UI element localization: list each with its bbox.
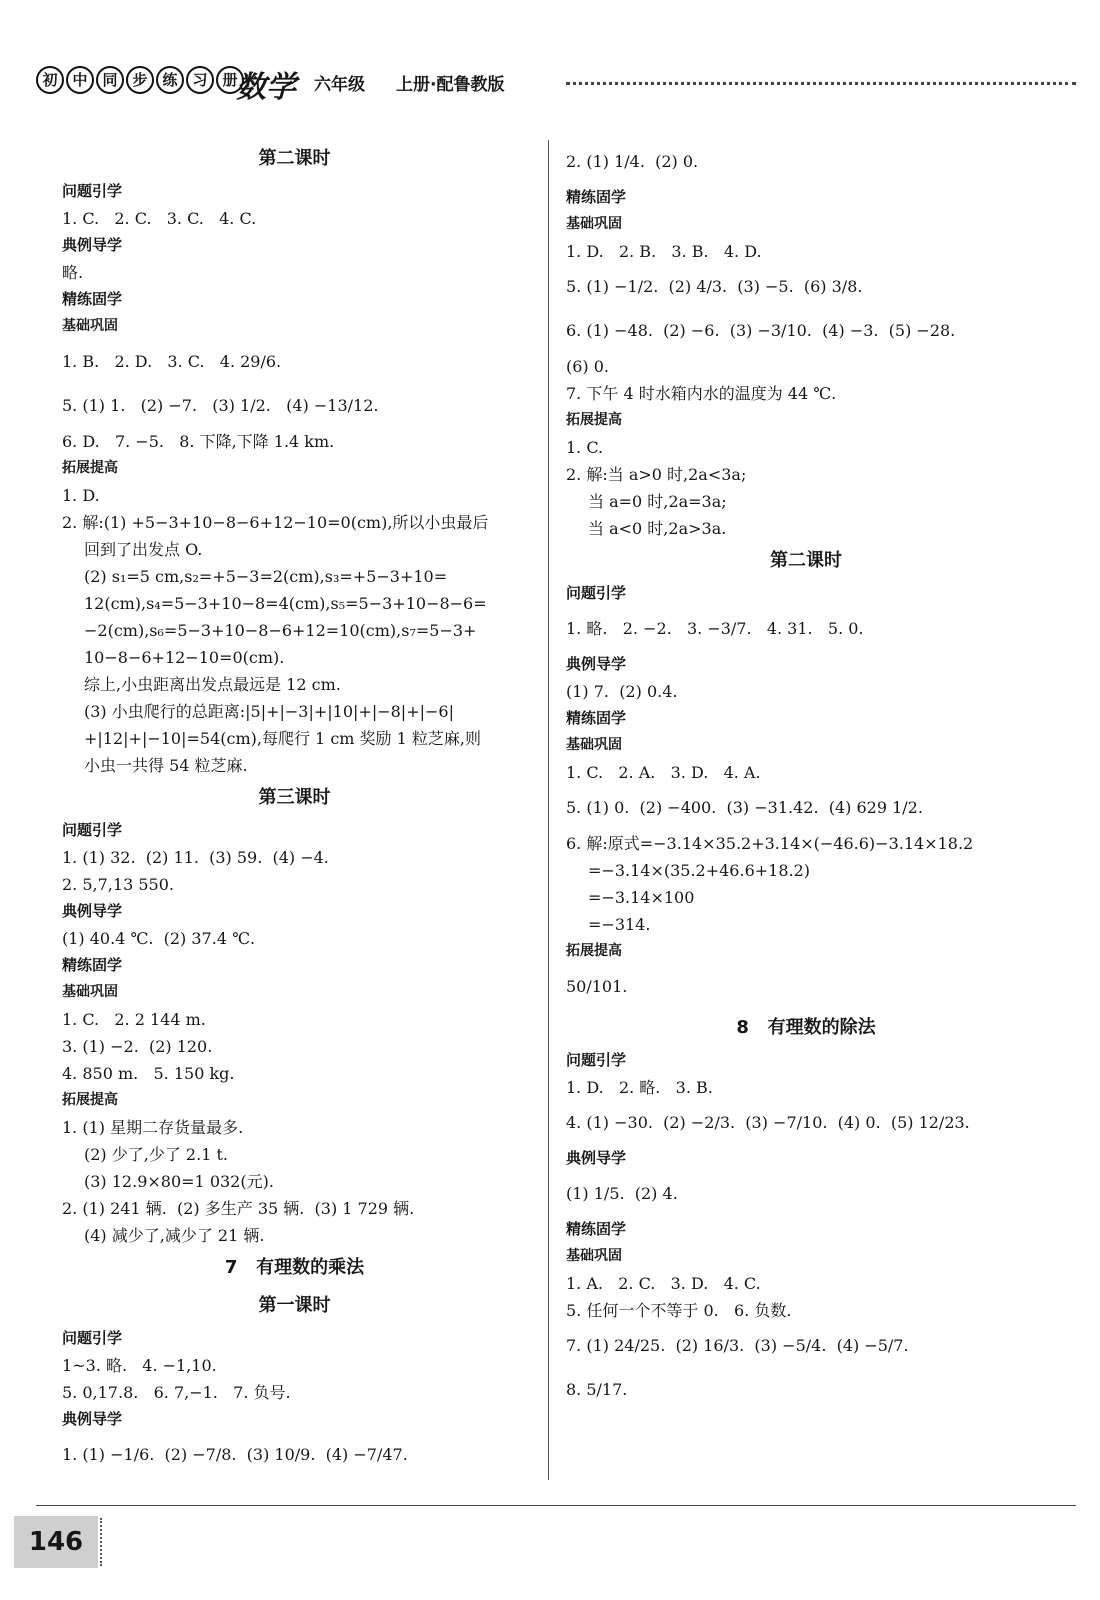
answer-line: 4. 850 m. 5. 150 kg.: [62, 1064, 235, 1083]
page-header: [36, 64, 1076, 108]
answer-line: 1. 略. 2. −2. 3. −3/7. 4. 31. 5. 0.: [566, 619, 864, 638]
answer-line: (2) s₁=5 cm,s₂=+5−3=2(cm),s₃=+5−3+10=: [84, 567, 448, 586]
subsection-label: 拓展提高: [566, 412, 622, 428]
answer-line: 1. (1) 32. (2) 11. (3) 59. (4) −4.: [62, 848, 329, 867]
logo-char: 习: [186, 66, 214, 94]
subsection-label: 精练固学: [566, 1220, 627, 1238]
subsection-label: 典例导学: [566, 655, 627, 673]
subsection-label: 问题引学: [566, 1051, 627, 1069]
answer-line: 5. (1) −1/2. (2) 4/3. (3) −5. (6) 3/8.: [566, 277, 863, 296]
header-dotted-rule: [566, 82, 1076, 85]
subsection-label: 问题引学: [62, 182, 123, 200]
answer-line: (4) 减少了,减少了 21 辆.: [84, 1226, 265, 1245]
answer-line: (1) 7. (2) 0.4.: [566, 682, 678, 701]
logo-char: 中: [66, 66, 94, 94]
answer-line: 1. (1) 星期二存货量最多.: [62, 1118, 244, 1137]
subsection-label: 基础巩固: [566, 216, 622, 232]
column-divider: [548, 140, 549, 1480]
subsection-label: 典例导学: [62, 902, 123, 920]
answer-line: 1. D. 2. 略. 3. B.: [566, 1078, 713, 1097]
subsection-label: 问题引学: [62, 821, 123, 839]
answer-line: 10−8−6+12−10=0(cm).: [84, 648, 285, 667]
logo-char: 初: [36, 66, 64, 94]
answer-line: 4. (1) −30. (2) −2/3. (3) −7/10. (4) 0. (5) 12/23.: [566, 1113, 970, 1132]
answer-line: 12(cm),s₄=5−3+10−8=4(cm),s₅=5−3+10−8−6=: [84, 594, 487, 613]
subsection-label: 精练固学: [566, 188, 627, 206]
answer-line: 回到了出发点 O.: [84, 540, 203, 559]
answer-line: =−3.14×(35.2+46.6+18.2): [588, 861, 811, 880]
logo-char: 步: [126, 66, 154, 94]
answer-line: 2. (1) 241 辆. (2) 多生产 35 辆. (3) 1 729 辆.: [62, 1199, 415, 1218]
section-heading: 第一课时: [258, 1295, 331, 1316]
subsection-label: 基础巩固: [566, 737, 622, 753]
answer-line: (6) 0.: [566, 357, 610, 376]
answer-line: 7. (1) 24/25. (2) 16/3. (3) −5/4. (4) −5/7.: [566, 1336, 909, 1355]
answer-line: 2. 解:当 a>0 时,2a<3a;: [566, 465, 747, 484]
answer-line: 1. D.: [62, 486, 100, 505]
answer-line: =−314.: [588, 915, 651, 934]
grade-label: 六年级: [314, 75, 365, 95]
subject-title: 数学: [236, 70, 296, 105]
answer-line: (3) 小虫爬行的总距离:|5|+|−3|+|10|+|−8|+|−6|: [84, 702, 454, 721]
answer-line: 1. C. 2. C. 3. C. 4. C.: [62, 209, 257, 228]
answer-line: (1) 40.4 ℃. (2) 37.4 ℃.: [62, 929, 256, 948]
answer-line: (2) 少了,少了 2.1 t.: [84, 1145, 228, 1164]
edition-label: 上册·配鲁教版: [396, 75, 505, 95]
answer-line: 1. D. 2. B. 3. B. 4. D.: [566, 242, 762, 261]
answer-line: 1~3. 略. 4. −1,10.: [62, 1356, 217, 1375]
logo-char: 练: [156, 66, 184, 94]
answer-line: −2(cm),s₆=5−3+10−8−6+12=10(cm),s₇=5−3+: [84, 621, 477, 640]
answer-line: 5. (1) 0. (2) −400. (3) −31.42. (4) 629 1/2.: [566, 798, 923, 817]
answer-line: 7. 下午 4 时水箱内水的温度为 44 ℃.: [566, 384, 837, 403]
answer-line: (3) 12.9×80=1 032(元).: [84, 1172, 274, 1191]
subsection-label: 基础巩固: [62, 984, 118, 1000]
answer-line: 5. 0,17.8. 6. 7,−1. 7. 负号.: [62, 1383, 291, 1402]
answer-line: 1. A. 2. C. 3. D. 4. C.: [566, 1274, 761, 1293]
answer-line: 6. 解:原式=−3.14×35.2+3.14×(−46.6)−3.14×18.2: [566, 834, 974, 853]
answer-line: 当 a<0 时,2a>3a.: [588, 519, 727, 538]
answer-line: 5. 任何一个不等于 0. 6. 负数.: [566, 1301, 792, 1320]
answer-line: (1) 1/5. (2) 4.: [566, 1184, 678, 1203]
answer-line: 2. 解:(1) +5−3+10−8−6+12−10=0(cm),所以小虫最后: [62, 513, 489, 532]
answer-line: 3. (1) −2. (2) 120.: [62, 1037, 213, 1056]
answer-line: 综上,小虫距离出发点最远是 12 cm.: [84, 675, 341, 694]
binding-marks: [100, 1518, 108, 1566]
section-heading: 第三课时: [258, 787, 331, 808]
answer-line: 2. 5,7,13 550.: [62, 875, 174, 894]
answer-line: 1. C.: [566, 438, 604, 457]
answer-line: 8. 5/17.: [566, 1380, 628, 1399]
subsection-label: 典例导学: [62, 236, 123, 254]
subsection-label: 典例导学: [62, 1410, 123, 1428]
subsection-label: 典例导学: [566, 1149, 627, 1167]
subsection-label: 精练固学: [62, 956, 123, 974]
answer-line: 1. C. 2. A. 3. D. 4. A.: [566, 763, 761, 782]
section-heading: 第二课时: [258, 148, 331, 169]
series-logo: [36, 66, 244, 94]
subsection-label: 拓展提高: [566, 943, 622, 959]
answer-line: =−3.14×100: [588, 888, 695, 907]
answer-line: 5. (1) 1. (2) −7. (3) 1/2. (4) −13/12.: [62, 396, 379, 415]
answer-line: 6. D. 7. −5. 8. 下降,下降 1.4 km.: [62, 432, 335, 451]
answer-line: 小虫一共得 54 粒芝麻.: [84, 756, 248, 775]
subsection-label: 基础巩固: [566, 1248, 622, 1264]
footer-rule: [36, 1505, 1076, 1506]
subsection-label: 精练固学: [566, 709, 627, 727]
subsection-label: 问题引学: [62, 1329, 123, 1347]
subsection-label: 基础巩固: [62, 318, 118, 334]
subsection-label: 问题引学: [566, 584, 627, 602]
page-number: 146: [14, 1516, 98, 1568]
answer-line: 6. (1) −48. (2) −6. (3) −3/10. (4) −3. (5) −28.: [566, 321, 956, 340]
answer-column-left: [62, 140, 527, 1477]
answer-line: 2. (1) 1/4. (2) 0.: [566, 152, 699, 171]
section-heading: 第二课时: [770, 550, 842, 571]
answer-line: 50/101.: [566, 977, 628, 996]
answer-line: 当 a=0 时,2a=3a;: [588, 492, 727, 511]
subsection-label: 精练固学: [62, 290, 123, 308]
subsection-label: 拓展提高: [62, 460, 118, 476]
answer-line: 略.: [62, 263, 84, 282]
answer-column-right: [566, 140, 1046, 1412]
answer-line: 1. C. 2. 2 144 m.: [62, 1010, 206, 1029]
answer-line: 1. (1) −1/6. (2) −7/8. (3) 10/9. (4) −7/47.: [62, 1445, 408, 1464]
section-heading: 8 有理数的除法: [736, 1017, 876, 1038]
section-heading: 7 有理数的乘法: [224, 1257, 365, 1278]
logo-char: 同: [96, 66, 124, 94]
logo-char: 册: [216, 66, 244, 94]
answer-line: +|12|+|−10|=54(cm),每爬行 1 cm 奖励 1 粒芝麻,则: [84, 729, 481, 748]
subsection-label: 拓展提高: [62, 1092, 118, 1108]
answer-line: 1. B. 2. D. 3. C. 4. 29/6.: [62, 352, 282, 371]
